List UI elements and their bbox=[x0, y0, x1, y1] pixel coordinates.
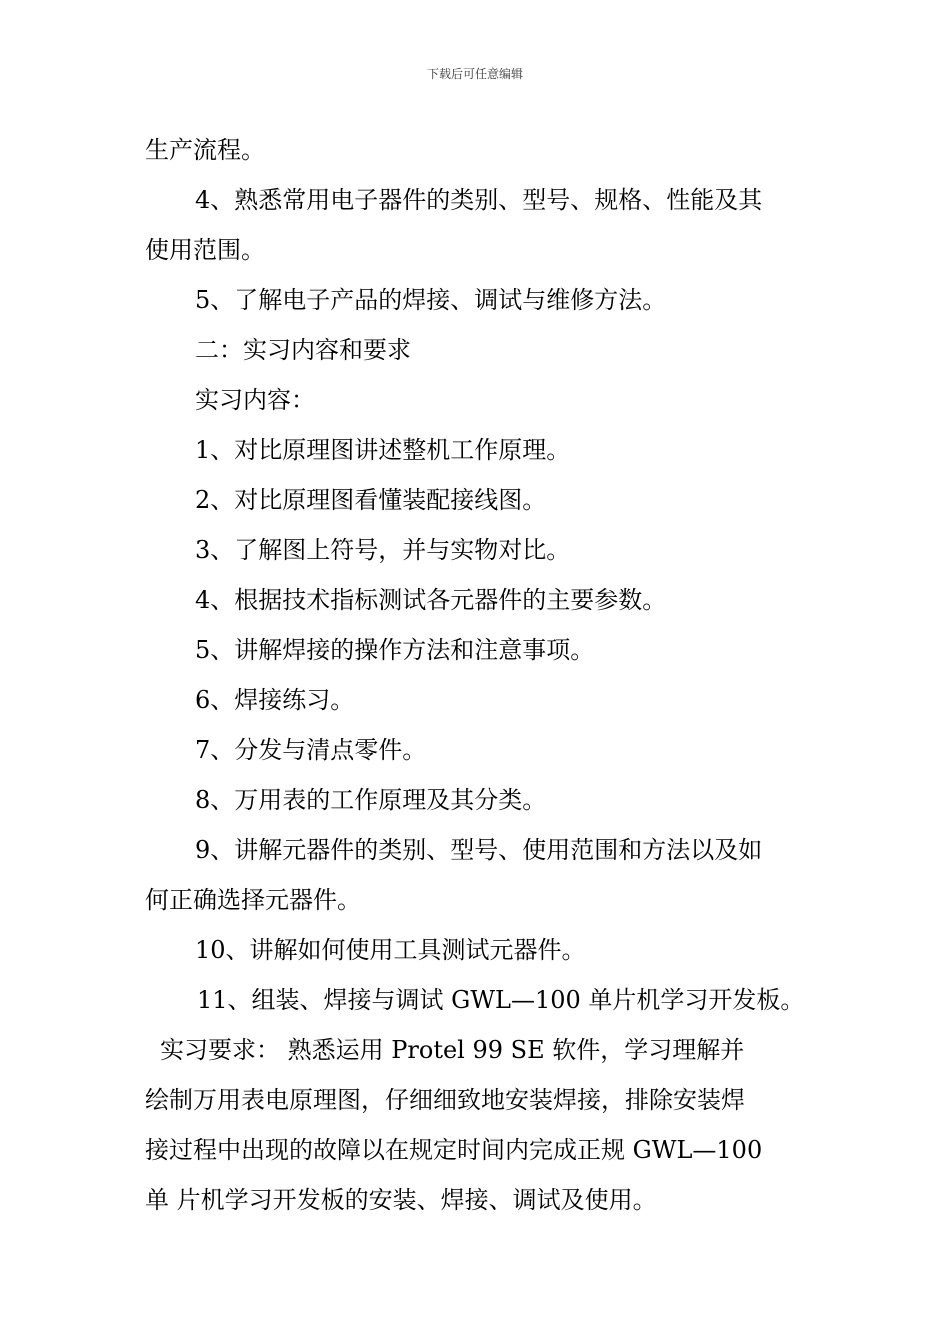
section-heading: 二：实习内容和要求 bbox=[195, 336, 411, 364]
list-item: 1、对比原理图讲述整机工作原理。 bbox=[195, 436, 571, 464]
requirements-line: 实习要求： 熟悉运用 Protel 99 SE 软件，学习理解并 bbox=[160, 1036, 745, 1064]
list-item: 7、分发与清点零件。 bbox=[195, 736, 427, 764]
list-item: 3、了解图上符号，并与实物对比。 bbox=[195, 536, 571, 564]
text-line: 接过程中出现的故障以在规定时间内完成正规 GWL—100 bbox=[145, 1136, 763, 1164]
list-item: 9、讲解元器件的类别、型号、使用范围和方法以及如 bbox=[195, 836, 763, 864]
list-item: 10、讲解如何使用工具测试元器件。 bbox=[195, 936, 586, 964]
text-line: 4、熟悉常用电子器件的类别、型号、规格、性能及其 bbox=[195, 186, 763, 214]
list-item: 8、万用表的工作原理及其分类。 bbox=[195, 786, 547, 814]
text-line: 5、了解电子产品的焊接、调试与维修方法。 bbox=[195, 286, 667, 314]
text-line: 绘制万用表电原理图，仔细细致地安装焊接，排除安装焊 bbox=[145, 1086, 745, 1114]
text-line: 生产流程。 bbox=[145, 136, 265, 164]
text-line: 使用范围。 bbox=[145, 236, 265, 264]
text-line: 单 片机学习开发板的安装、焊接、调试及使用。 bbox=[145, 1186, 657, 1214]
page-header: 下载后可任意编辑 bbox=[426, 67, 523, 81]
list-item: 4、根据技术指标测试各元器件的主要参数。 bbox=[195, 586, 667, 614]
subsection-heading: 实习内容： bbox=[195, 386, 315, 414]
list-item: 2、对比原理图看懂装配接线图。 bbox=[195, 486, 547, 514]
text-line: 何正确选择元器件。 bbox=[145, 886, 361, 914]
list-item: 5、讲解焊接的操作方法和注意事项。 bbox=[195, 636, 595, 664]
list-item: 11、组装、焊接与调试 GWL—100 单片机学习开发板。 bbox=[197, 986, 805, 1014]
list-item: 6、焊接练习。 bbox=[195, 686, 355, 714]
